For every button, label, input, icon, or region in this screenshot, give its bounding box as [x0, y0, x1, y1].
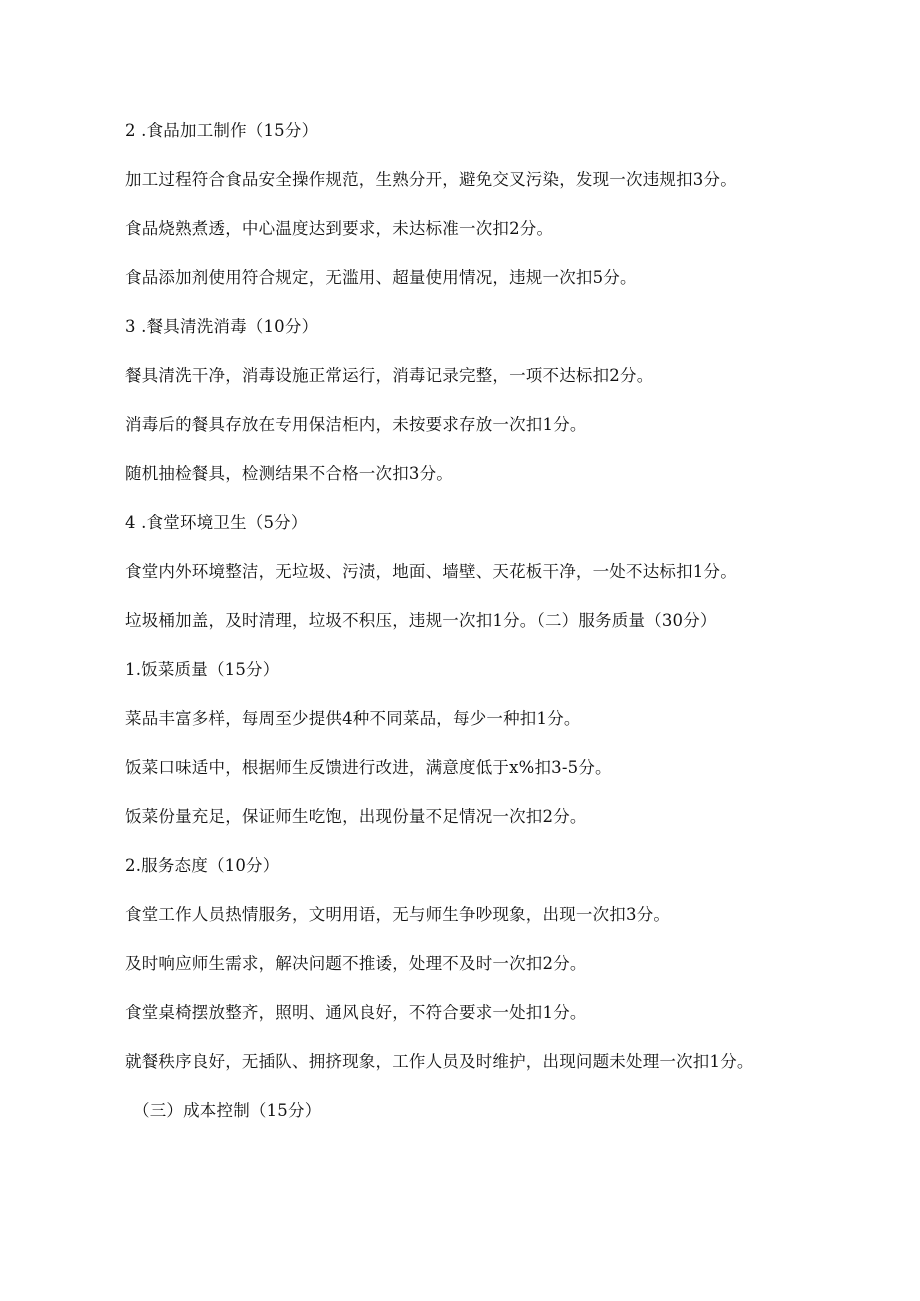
paragraph-line: 加工过程符合食品安全操作规范，生熟分开，避免交叉污染，发现一次违规扣3分。 [125, 170, 737, 189]
paragraph-line: 消毒后的餐具存放在专用保洁柜内，未按要求存放一次扣1分。 [125, 415, 587, 434]
paragraph-line: 垃圾桶加盖，及时清理，垃圾不积压，违规一次扣1分。（二）服务质量（30分） [125, 611, 717, 630]
paragraph-line: 就餐秩序良好，无插队、拥挤现象，工作人员及时维护，出现问题未处理一次扣1分。 [125, 1052, 754, 1071]
paragraph-line: 随机抽检餐具，检测结果不合格一次扣3分。 [125, 464, 453, 483]
paragraph-line: 食堂桌椅摆放整齐，照明、通风良好，不符合要求一处扣1分。 [125, 1003, 587, 1022]
section-heading-food-processing: 2 .食品加工制作（15分） [125, 121, 319, 140]
paragraph-line: 饭菜口味适中，根据师生反馈进行改进，满意度低于x%扣3-5分。 [125, 758, 612, 777]
paragraph-line: 食品烧熟煮透，中心温度达到要求，未达标准一次扣2分。 [125, 219, 554, 238]
paragraph-line: 菜品丰富多样，每周至少提供4种不同菜品，每少一种扣1分。 [125, 709, 581, 728]
section-heading-tableware-cleaning: 3 .餐具清洗消毒（10分） [125, 317, 319, 336]
section-heading-food-quality: 1.饭菜质量（15分） [125, 660, 280, 679]
section-heading-canteen-environment: 4 .食堂环境卫生（5分） [125, 513, 308, 532]
paragraph-line: 食堂工作人员热情服务，文明用语，无与师生争吵现象，出现一次扣3分。 [125, 905, 671, 924]
paragraph-line: 食堂内外环境整洁，无垃圾、污渍，地面、墙壁、天花板干净，一处不达标扣1分。 [125, 562, 737, 581]
paragraph-line: 食品添加剂使用符合规定，无滥用、超量使用情况，违规一次扣5分。 [125, 268, 637, 287]
section-heading-cost-control: （三）成本控制（15分） [133, 1101, 322, 1120]
paragraph-line: 饭菜份量充足，保证师生吃饱，出现份量不足情况一次扣2分。 [125, 807, 587, 826]
paragraph-line: 及时响应师生需求，解决问题不推诿，处理不及时一次扣2分。 [125, 954, 587, 973]
paragraph-line: 餐具清洗干净，消毒设施正常运行，消毒记录完整，一项不达标扣2分。 [125, 366, 654, 385]
section-heading-service-attitude: 2.服务态度（10分） [125, 856, 280, 875]
